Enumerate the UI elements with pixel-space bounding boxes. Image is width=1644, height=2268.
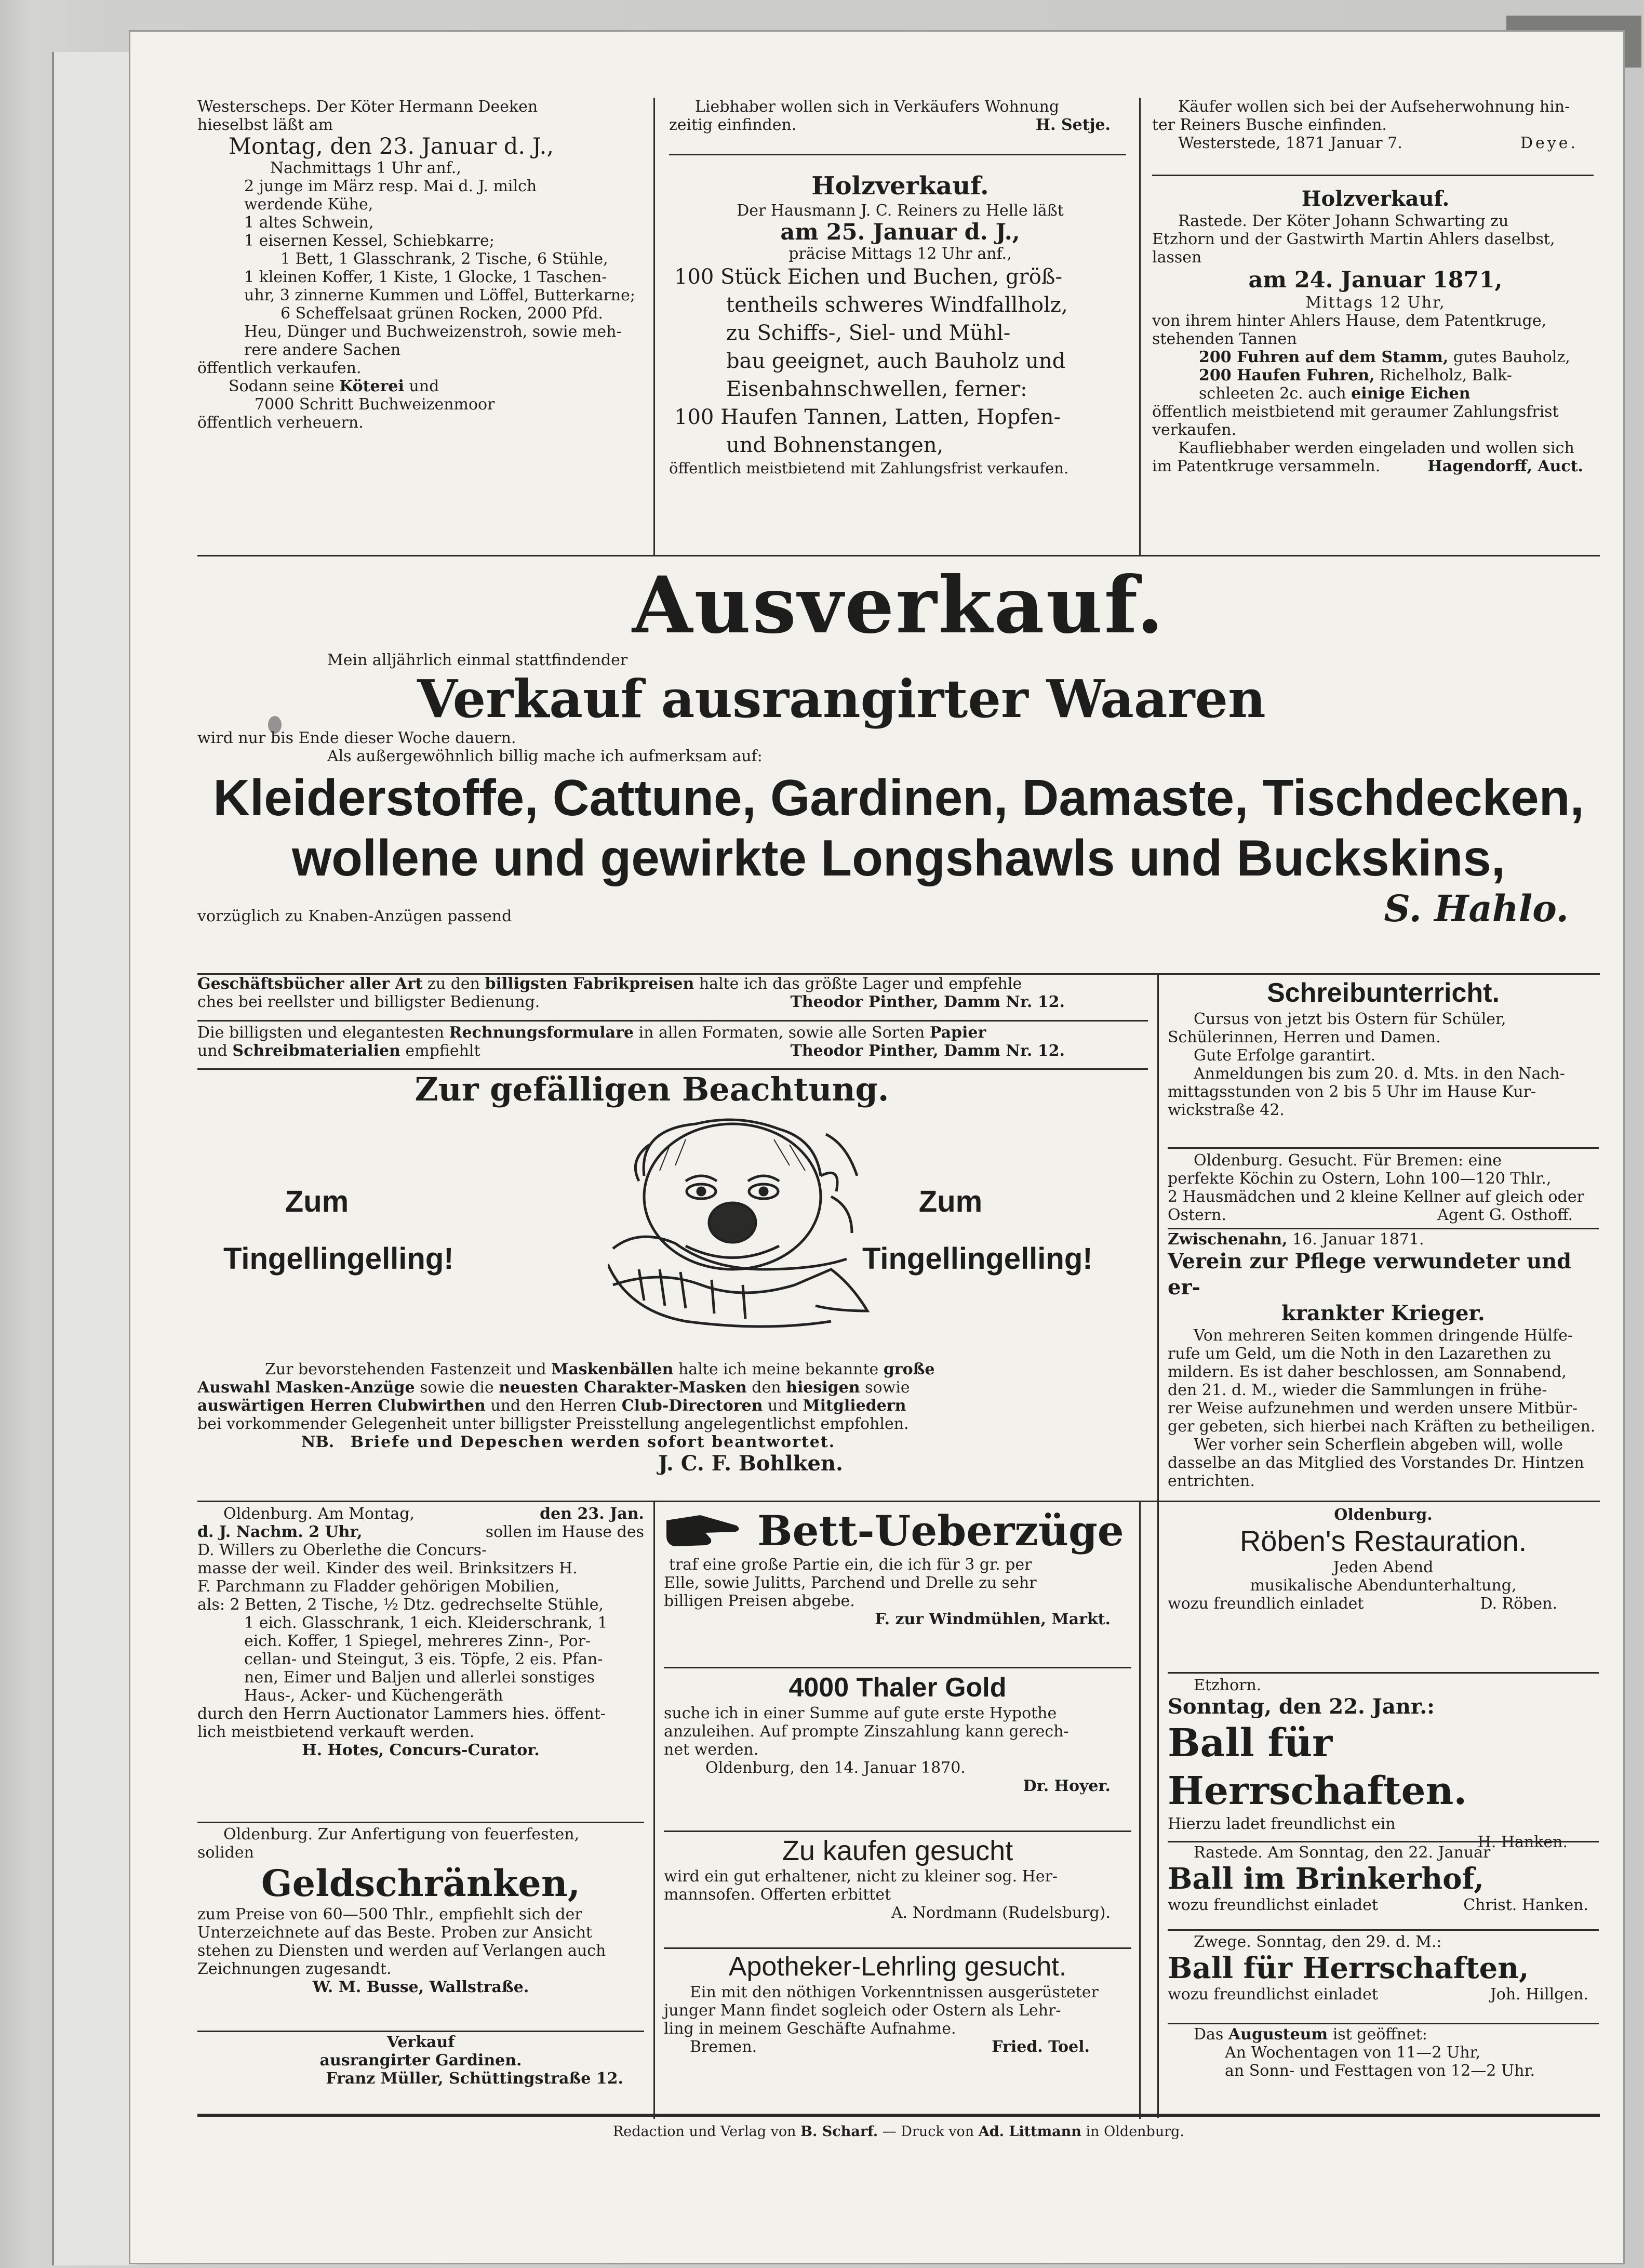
ad-title: Schreibunterricht. xyxy=(1267,978,1500,1008)
text-line: ausrangirter Gardinen. xyxy=(319,2051,522,2070)
signature: H. Hotes, Concurs-Curator. xyxy=(302,1741,540,1759)
text-line: 100 Haufen Tannen, Latten, Hopfen- xyxy=(674,405,1061,429)
text-line: halte ich meine bekannte xyxy=(678,1360,879,1378)
text-line: Liebhaber wollen sich in Verkäufers Wohnung xyxy=(695,98,1060,116)
ad-title: Geldschränken, xyxy=(261,1862,581,1905)
text-line: ches bei reellster und billigster Bedienung. xyxy=(197,993,540,1011)
ad-title: Verein zur Pflege verwundeter und er- xyxy=(1168,1249,1572,1299)
text-line: Unterzeichnete auf das Beste. Proben zur Ansicht xyxy=(197,1924,592,1942)
text-line: 1 eich. Glasschrank, 1 eich. Kleiderschrank, 1 xyxy=(244,1614,608,1632)
text-line: bau geeignet, auch Bauholz und xyxy=(726,349,1066,373)
text-line: an Sonn- und Festtagen von 12—2 Uhr. xyxy=(1225,2062,1535,2080)
signature: W. M. Busse, Wallstraße. xyxy=(312,1978,529,1996)
divider xyxy=(1168,2023,1599,2024)
divider xyxy=(197,555,1600,556)
tingellingelling-label: Tingellingelling! xyxy=(862,1242,1093,1276)
signature: Theodor Pinther, Damm Nr. 12. xyxy=(790,993,1065,1011)
auction-date: Montag, den 23. Januar d. J., xyxy=(229,134,554,160)
bold-term: Auswahl Masken-Anzüge xyxy=(197,1378,415,1397)
bold-term: neuesten Charakter-Masken xyxy=(499,1378,747,1397)
text-line: ger gebeten, sich hierbei nach Kräften zu betheiligen. xyxy=(1168,1417,1596,1436)
text-line: werdende Kühe, xyxy=(244,195,373,214)
column-rule xyxy=(1139,1501,1141,2119)
text-line: öffentlich verkaufen. xyxy=(197,359,362,377)
text-line: suche ich in einer Summe auf gute erste Hypothe xyxy=(664,1704,1057,1722)
column-rule xyxy=(1139,98,1141,555)
text-line: F. Parchmann zu Fladder gehörigen Mobilien, xyxy=(197,1577,560,1596)
text-line: Sodann seine xyxy=(229,377,335,395)
signature: Agent G. Osthoff. xyxy=(1437,1206,1573,1224)
divider xyxy=(1168,1228,1599,1229)
bold-term: Papier xyxy=(929,1024,986,1042)
text-line: öffentlich meistbietend mit geraumer Zahlungsfrist xyxy=(1152,403,1559,421)
text-line: Etzhorn. xyxy=(1194,1676,1262,1694)
ad-title: Apotheker-Lehrling gesucht. xyxy=(728,1952,1067,1982)
text-line: Cursus von jetzt bis Ostern für Schüler, xyxy=(1194,1010,1506,1028)
text-line: den 21. d. M., wieder die Sammlungen in frühe- xyxy=(1168,1381,1547,1399)
ad-title: Holzverkauf. xyxy=(811,171,989,201)
text-line: von ihrem hinter Ahlers Hause, dem Patentkruge, xyxy=(1152,312,1547,330)
newspaper-page xyxy=(129,30,1625,2264)
pointing-hand-icon xyxy=(664,1510,742,1551)
text-line: lich meistbietend verkauft werden. xyxy=(197,1723,475,1741)
ad-title: Ball für Herrschaften, xyxy=(1168,1951,1529,1985)
text-line: lassen xyxy=(1152,248,1202,267)
ad-title: 4000 Thaler Gold xyxy=(788,1673,1007,1703)
text-line: gutes Bauholz, xyxy=(1453,348,1570,366)
text-line: Richelholz, Balk- xyxy=(1380,366,1512,384)
ad-verein-krieger xyxy=(1168,1230,1599,1490)
column-rule xyxy=(653,1501,655,2119)
bold-term: Maskenbällen xyxy=(551,1360,674,1378)
text-line: Hierzu ladet freundlichst ein xyxy=(1168,1815,1396,1833)
text-line: 1 Bett, 1 Glasschrank, 2 Tische, 6 Stühle, xyxy=(280,250,608,268)
text-line: 1 kleinen Koffer, 1 Kiste, 1 Glocke, 1 Taschen- xyxy=(244,268,607,286)
ad-deye xyxy=(1152,98,1599,152)
divider xyxy=(669,154,1126,155)
text-line: mittagsstunden von 2 bis 5 Uhr im Hause Kur- xyxy=(1168,1083,1536,1101)
text-line: und Bohnenstangen, xyxy=(726,433,944,457)
text-line: 1 eisernen Kessel, Schiebkarre; xyxy=(244,232,494,250)
ad-reiners-holzverkauf xyxy=(669,170,1131,478)
text-line: soliden xyxy=(197,1843,254,1862)
text-line: Schülerinnen, Herren und Damen. xyxy=(1168,1028,1441,1046)
divider xyxy=(1168,1929,1599,1931)
text-line: Haus-, Acker- und Küchengeräth xyxy=(244,1687,503,1705)
ad-roeben-restauration xyxy=(1168,1506,1599,1613)
bold-term: 200 Fuhren auf dem Stamm, xyxy=(1199,348,1449,366)
auction-date: am 24. Januar 1871, xyxy=(1248,267,1503,293)
imprint xyxy=(197,2123,1600,2141)
text-line: vorzüglich zu Knaben-Anzügen passend xyxy=(197,907,512,925)
signature: Theodor Pinther, Damm Nr. 12. xyxy=(790,1042,1065,1060)
ad-toel-lehrling xyxy=(664,1950,1131,2056)
ad-bohlken xyxy=(197,1069,1148,1501)
text-line: Der Hausmann J. C. Reiners zu Helle läßt xyxy=(737,202,1064,220)
signature: S. Hahlo. xyxy=(1384,887,1569,930)
ad-date: Sonntag, den 22. Janr.: xyxy=(1168,1694,1435,1719)
signature: Hagendorff, Auct. xyxy=(1427,457,1583,475)
text-line: cellan- und Steingut, 3 eis. Töpfe, 2 eis. Pfan- xyxy=(244,1650,603,1668)
divider xyxy=(1168,1147,1599,1149)
ad-title: Ball für Herrschaften. xyxy=(1168,1721,1467,1813)
ad-title: Ball im Brinkerhof, xyxy=(1168,1862,1484,1896)
clown-illustration xyxy=(608,1113,878,1334)
text-line: stehenden Tannen xyxy=(1152,330,1297,348)
text-line: Ostern. xyxy=(1168,1206,1226,1224)
text-line: ling in meinem Geschäfte Aufnahme. xyxy=(664,2020,956,2038)
ad-hanken-ball xyxy=(1168,1676,1599,1851)
ad-headline: Verkauf ausrangirter Waaren xyxy=(417,668,1266,730)
text-line: Oldenburg. xyxy=(1334,1506,1433,1524)
ad-hillgen-ball xyxy=(1168,1933,1599,2004)
bold-term: den 23. Jan. xyxy=(540,1505,644,1523)
text-line: billigen Preisen abgebe. xyxy=(664,1592,855,1610)
ad-hotes-concurs xyxy=(197,1505,644,1759)
text-line: Oldenburg. Zur Anfertigung von feuerfesten, xyxy=(223,1825,580,1843)
divider xyxy=(1168,1841,1599,1842)
text-line: Etzhorn und der Gastwirth Martin Ahlers daselbst, xyxy=(1152,230,1555,248)
text-line: Oldenburg, den 14. Januar 1870. xyxy=(705,1759,966,1777)
text-line: wird nur bis Ende dieser Woche dauern. xyxy=(197,729,516,747)
text-line: junger Mann findet sogleich oder Ostern als Lehr- xyxy=(664,2001,1061,2020)
signature: Joh. Hillgen. xyxy=(1490,1985,1588,2004)
printer-name: Ad. Littmann xyxy=(978,2124,1081,2140)
text-line: und den Herren xyxy=(490,1397,617,1415)
signature: Franz Müller, Schüttingstraße 12. xyxy=(326,2070,623,2088)
signature: Christ. Hanken. xyxy=(1463,1896,1588,1914)
text-line: sollen im Hause des xyxy=(485,1523,644,1541)
ad-nordmann xyxy=(664,1834,1131,1922)
text-line: Kaufliebhaber werden eingeladen und wollen sich xyxy=(1178,439,1574,457)
bold-term: Schreibmaterialien xyxy=(232,1042,400,1060)
text-line: Zur bevorstehenden Fastenzeit und xyxy=(265,1360,546,1378)
text-line: Westerscheps. Der Köter Hermann Deeken xyxy=(197,98,538,116)
text-line: rufe um Geld, um die Noth in den Lazarethen zu xyxy=(1168,1345,1552,1363)
text-line: Heu, Dünger und Buchweizenstroh, sowie meh- xyxy=(244,323,622,341)
text-line: Verkauf xyxy=(386,2033,455,2051)
text-line: hieselbst läßt am xyxy=(197,116,333,134)
text-line: Von mehreren Seiten kommen dringende Hülfe- xyxy=(1194,1327,1573,1345)
ad-mueller-gardinen xyxy=(197,2033,644,2088)
goods-list: wollene und gewirkte Longshawls und Buckskins, xyxy=(291,829,1506,886)
text-line: halte ich das größte Lager und empfehle xyxy=(699,975,1022,993)
text-line: Oldenburg. Am Montag, xyxy=(223,1505,415,1523)
text-line: Wer vorher sein Scherflein abgeben will, wolle xyxy=(1194,1436,1563,1454)
ad-ausverkauf xyxy=(197,560,1600,930)
bold-term: Zwischenahn, xyxy=(1168,1230,1288,1249)
signature: Dr. Hoyer. xyxy=(1023,1777,1111,1795)
tingellingelling-label: Tingellingelling! xyxy=(223,1242,454,1276)
text-line: wird ein gut erhaltener, nicht zu kleiner sog. Her- xyxy=(664,1867,1058,1886)
text-line: 2 Hausmädchen und 2 kleine Kellner auf gleich oder xyxy=(1168,1188,1584,1206)
bold-term: Rechnungsformulare xyxy=(449,1024,634,1042)
ad-schreibunterricht xyxy=(1168,976,1599,1119)
text-line: und xyxy=(768,1397,798,1415)
text-line: öffentlich meistbietend mit Zahlungsfrist verkaufen. xyxy=(669,459,1069,477)
text-line: mildern. Es ist daher beschlossen, am Sonnabend, xyxy=(1168,1363,1567,1381)
ad-pinther-2 xyxy=(197,1024,1148,1060)
text-line: 6 Scheffelsaat grünen Rocken, 2000 Pfd. xyxy=(280,304,603,323)
ad-title: Röben's Restauration. xyxy=(1239,1524,1527,1557)
text-line: net werden. xyxy=(664,1741,759,1759)
text-line: präcise Mittags 12 Uhr anf., xyxy=(788,245,1012,263)
text-line: Elle, sowie Julitts, Parchend und Drelle zu sehr xyxy=(664,1574,1037,1592)
underlying-sheet-edge xyxy=(52,52,137,2265)
text-line: dasselbe an das Mitglied des Vorstandes Dr. Hintzen xyxy=(1168,1454,1584,1472)
ad-setje xyxy=(669,98,1131,134)
text-line: und xyxy=(409,377,439,395)
text-line: Westerstede, 1871 Januar 7. xyxy=(1178,134,1402,152)
text-line: Gute Erfolge garantirt. xyxy=(1194,1046,1376,1065)
text-line: uhr, 3 zinnerne Kummen und Löffel, Butterkarne; xyxy=(244,286,635,304)
bold-term: d. J. Nachm. 2 Uhr, xyxy=(197,1523,363,1541)
text-line: Jeden Abend xyxy=(1333,1558,1434,1576)
ad-westerscheps xyxy=(197,98,639,432)
ad-title: Zu kaufen gesucht xyxy=(782,1835,1013,1866)
column-rule xyxy=(1157,975,1159,2118)
text-line: Zwege. Sonntag, den 29. d. M.: xyxy=(1194,1933,1442,1951)
text-line: mannsofen. Offerten erbittet xyxy=(664,1886,891,1904)
text-line: Bremen. xyxy=(690,2038,757,2056)
text-line: verkaufen. xyxy=(1152,421,1237,439)
text-line: An Wochentagen von 11—2 Uhr, xyxy=(1225,2044,1481,2062)
text-line: D. Willers zu Oberlethe die Concurs- xyxy=(197,1541,487,1559)
text-line: und xyxy=(197,1042,228,1060)
zum-label: Zum xyxy=(918,1185,983,1218)
bold-term: Augusteum xyxy=(1228,2025,1328,2044)
text-line: musikalische Abendunterhaltung, xyxy=(1250,1576,1517,1595)
ad-busse-geldschraenke xyxy=(197,1825,644,1996)
text-line: 100 Stück Eichen und Buchen, größ- xyxy=(674,265,1063,289)
text-line: wickstraße 42. xyxy=(1168,1101,1285,1119)
text-line: Als außergewöhnlich billig mache ich aufmerksam auf: xyxy=(327,747,763,765)
text-line: Die billigsten und elegantesten xyxy=(197,1024,445,1042)
column-rule xyxy=(653,98,655,555)
text-line: den xyxy=(752,1378,781,1397)
ad-bett-ueberzuege xyxy=(664,1506,1131,1628)
text-line: zeitig einfinden. xyxy=(669,116,797,134)
text-line: bei vorkommender Gelegenheit unter billigster Preisstellung angelegentlichst empfohlen. xyxy=(197,1415,909,1433)
nb-label: NB. xyxy=(301,1433,335,1451)
text-line: rere andere Sachen xyxy=(244,341,401,359)
text-line: entrichten. xyxy=(1168,1472,1255,1490)
text-line: sowie xyxy=(865,1378,910,1397)
text-line: nen, Eimer und Baljen und allerlei sonstiges xyxy=(244,1668,595,1687)
zum-label: Zum xyxy=(285,1185,349,1218)
text-line: Rastede. Am Sonntag, den 22. Januar xyxy=(1194,1843,1491,1862)
ad-pinther-1 xyxy=(197,975,1148,1011)
bold-term: hiesigen xyxy=(786,1378,860,1397)
text-line: ist geöffnet: xyxy=(1332,2025,1427,2044)
ad-hoyer-gold xyxy=(664,1671,1131,1795)
ad-title: Holzverkauf. xyxy=(1301,187,1450,211)
text-line: masse der weil. Kinder des weil. Brinksitzers H. xyxy=(197,1559,578,1577)
signature: J. C. F. Bohlken. xyxy=(658,1451,843,1476)
divider xyxy=(1168,1672,1599,1674)
signature: H. Setje. xyxy=(1035,116,1111,134)
divider xyxy=(1168,1501,1599,1502)
bold-term: 200 Haufen Fuhren, xyxy=(1199,366,1375,384)
text-line: rer Weise aufzunehmen und werden unsere Mitbür- xyxy=(1168,1399,1578,1417)
bold-term: billigsten Fabrikpreisen xyxy=(485,975,694,993)
text-line: Rastede. Der Köter Johann Schwarting zu xyxy=(1178,212,1509,230)
text-line: Ein mit den nöthigen Vorkenntnissen ausgerüsteter xyxy=(690,1983,1099,2001)
divider xyxy=(197,1822,644,1823)
text-line: 16. Januar 1871. xyxy=(1292,1230,1424,1249)
text-line: Mein alljährlich einmal stattfindender xyxy=(327,651,628,669)
text-line: 2 junge im März resp. Mai d. J. milch xyxy=(244,177,537,195)
text-line: perfekte Köchin zu Ostern, Lohn 100—120 Thlr., xyxy=(1168,1170,1552,1188)
ad-title: Zur gefälligen Beachtung. xyxy=(415,1070,889,1108)
signature: F. zur Windmühlen, Markt. xyxy=(875,1610,1111,1628)
text-line: anzuleihen. Auf prompte Zinszahlung kann gerech- xyxy=(664,1722,1069,1741)
ad-title: Ausverkauf. xyxy=(632,560,1166,651)
footer-rule xyxy=(197,2114,1600,2117)
auction-date: am 25. Januar d. J., xyxy=(780,219,1020,245)
text-line: schleeten 2c. auch xyxy=(1199,384,1346,403)
bold-term: Geschäftsbücher aller Art xyxy=(197,975,423,993)
divider xyxy=(197,2031,644,2032)
imprint-text: Redaction und Verlag von xyxy=(612,2124,796,2140)
text-line: sowie die xyxy=(420,1378,494,1397)
bold-term: Club-Directoren xyxy=(621,1397,763,1415)
text-line: im Patentkruge versammeln. xyxy=(1152,457,1381,475)
text-line: durch den Herrn Auctionator Lammers hies. öffent- xyxy=(197,1705,606,1723)
text-line: Käufer wollen sich bei der Aufseherwohnung hin- xyxy=(1178,98,1570,116)
text-line: Briefe und Depeschen werden sofort beantwortet. xyxy=(350,1433,836,1451)
text-line: empfiehlt xyxy=(405,1042,480,1060)
signature: D. Röben. xyxy=(1480,1595,1557,1613)
text-line: Das xyxy=(1194,2025,1224,2044)
text-line: Zeichnungen zugesandt. xyxy=(197,1960,392,1978)
text-line: ter Reiners Busche einfinden. xyxy=(1152,116,1387,134)
text-line: stehen zu Diensten und werden auf Verlangen auch xyxy=(197,1942,606,1960)
ad-rastede-holzverkauf xyxy=(1152,186,1599,475)
divider xyxy=(1152,175,1594,176)
text-line: eich. Koffer, 1 Spiegel, mehreres Zinn-, Por- xyxy=(244,1632,591,1650)
ad-brinkerhof-ball xyxy=(1168,1843,1599,1914)
signature: Deye. xyxy=(1520,134,1578,152)
text-line: wozu freundlichst einladet xyxy=(1168,1896,1378,1914)
ad-augusteum xyxy=(1168,2025,1599,2080)
goods-list: Kleiderstoffe, Cattune, Gardinen, Damaste, Tischdecken, xyxy=(213,769,1584,826)
text-line: traf eine große Partie ein, die ich für 3 gr. per xyxy=(669,1556,1032,1574)
bold-term: große xyxy=(883,1360,935,1378)
divider xyxy=(664,1947,1131,1949)
text-line: zu Schiffs-, Siel- und Mühl- xyxy=(726,321,1011,345)
divider xyxy=(664,1831,1131,1832)
imprint-text: — Druck von xyxy=(882,2124,974,2140)
bold-term: einige Eichen xyxy=(1351,384,1471,403)
text-line: Oldenburg. Gesucht. Für Bremen: eine xyxy=(1194,1151,1502,1170)
text-line: öffentlich verheuern. xyxy=(197,414,364,432)
text-line: tentheils schweres Windfallholz, xyxy=(726,293,1068,317)
text-line: 7000 Schritt Buchweizenmoor xyxy=(255,395,495,414)
divider xyxy=(197,1020,1148,1022)
divider xyxy=(664,1667,1131,1668)
publisher-name: B. Scharf. xyxy=(800,2124,878,2140)
text-line: wozu freundlichst einladet xyxy=(1168,1985,1378,2004)
text-line: Anmeldungen bis zum 20. d. Mts. in den Nach- xyxy=(1194,1065,1565,1083)
bold-term: auswärtigen Herren Clubwirthen xyxy=(197,1397,486,1415)
text-line: Nachmittags 1 Uhr anf., xyxy=(270,159,461,177)
imprint-text: in Oldenburg. xyxy=(1086,2124,1185,2140)
ad-title: Bett-Ueberzüge xyxy=(757,1506,1124,1555)
text-line: Mittags 12 Uhr, xyxy=(1305,294,1446,312)
bold-term: Köterei xyxy=(339,377,404,395)
text-line: in allen Formaten, sowie alle Sorten xyxy=(638,1024,925,1042)
signature: Fried. Toel. xyxy=(992,2038,1090,2056)
text-line: 1 altes Schwein, xyxy=(244,214,374,232)
text-line: als: 2 Betten, 2 Tische, ½ Dtz. gedrechselte Stühle, xyxy=(197,1596,604,1614)
text-line: zum Preise von 60—500 Thlr., empfiehlt sich der xyxy=(197,1905,582,1924)
text-line: wozu freundlich einladet xyxy=(1168,1595,1364,1613)
signature: A. Nordmann (Rudelsburg). xyxy=(891,1904,1111,1922)
ad-title: krankter Krieger. xyxy=(1281,1301,1485,1325)
signature: H. Hanken. xyxy=(1477,1833,1568,1851)
bold-term: Mitgliedern xyxy=(803,1397,906,1415)
text-line: zu den xyxy=(427,975,480,993)
text-line: Eisenbahnschwellen, ferner: xyxy=(726,377,1027,401)
ad-osthoff xyxy=(1168,1151,1599,1224)
